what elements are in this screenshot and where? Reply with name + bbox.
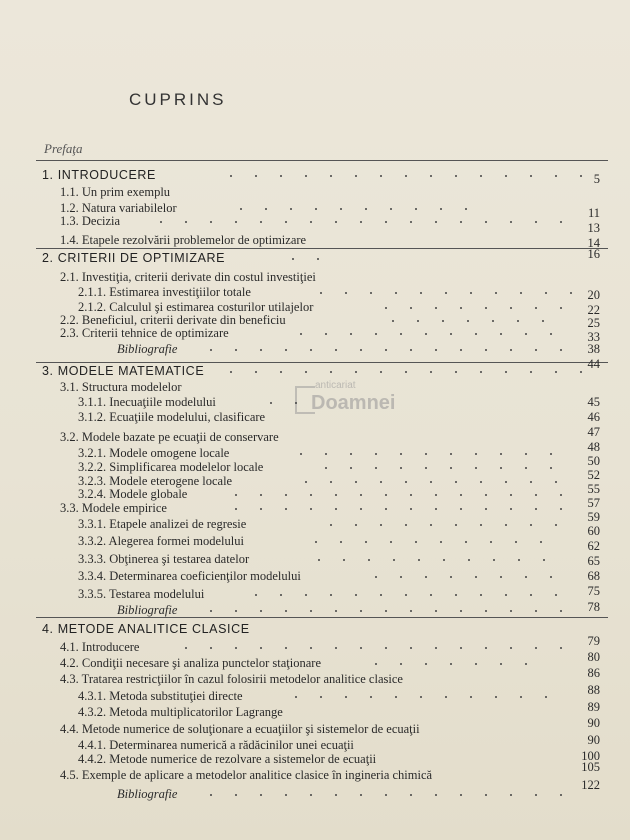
toc-entry-title: 3.1. Structura modelelor — [60, 380, 182, 394]
toc-entry-title: 4.3. Tratarea restricţiilor în cazul folosirii metodelor analitice clasice — [60, 672, 403, 686]
toc-entry-title: 2.1. Investiţia, criterii derivate din costul investiţiei — [60, 270, 316, 284]
toc-entry-title: 4.4. Metode numerice de soluţionare a ecuaţiilor şi sistemelor de ecuaţii — [60, 722, 420, 736]
toc-page-line — [0, 357, 630, 372]
toc-entry-title: 3.2.4. Modele globale — [78, 487, 188, 501]
dot-leader — [460, 794, 462, 796]
toc-page-number: 60 — [587, 524, 600, 538]
toc-entry-title: 3.3. Modele empirice — [60, 501, 167, 515]
dot-leader — [510, 794, 512, 796]
preface-entry: Prefaţa — [44, 141, 83, 156]
toc-page-line — [0, 554, 630, 569]
toc-page-line — [0, 683, 630, 698]
toc-entry-title: 3.2.2. Simplificarea modelelor locale — [78, 460, 264, 474]
toc-entry-title: 4.4.2. Metode numerice de rezolvare a sistemelor de ecuaţii — [78, 752, 377, 766]
toc-page-number: 79 — [587, 634, 600, 648]
toc-page-number: 100 — [581, 749, 600, 763]
toc-entry-title: 3.1.2. Ecuaţiile modelului, clasificare — [78, 410, 266, 424]
toc-page-number: 52 — [587, 468, 600, 482]
toc-page-number: 48 — [587, 440, 600, 454]
toc-entry-title: 2.2. Beneficiul, criterii derivate din beneficiu — [60, 313, 286, 327]
toc-entry-title: 3.1.1. Inecuaţiile modelului — [78, 395, 216, 409]
toc-entry-title: 1.3. Decizia — [60, 214, 121, 228]
toc-entry-title: 3.3.2. Alegerea formei modelului — [78, 534, 244, 548]
dot-leader — [535, 794, 537, 796]
toc-entry-title: 4.3.2. Metoda multiplicatorilor Lagrange — [78, 705, 283, 719]
toc-page-number: 75 — [587, 584, 600, 598]
toc-page-number: 90 — [587, 716, 600, 730]
toc-page-number: 38 — [587, 342, 600, 356]
toc-page-number: 68 — [587, 569, 600, 583]
toc-entry-title: Bibliografie — [117, 603, 178, 617]
toc-page-number: 80 — [587, 650, 600, 664]
dot-leader — [385, 794, 387, 796]
toc-entry-title: 3.2.1. Modele omogene locale — [78, 446, 230, 460]
toc-page-number: 86 — [587, 666, 600, 680]
toc-page-number: 5 — [593, 172, 600, 186]
toc-page-number: 65 — [587, 554, 600, 568]
toc-entry-title: 3.3.1. Etapele analizei de regresie — [78, 517, 247, 531]
dot-leader — [260, 794, 262, 796]
toc-page-number: 88 — [587, 683, 600, 697]
toc-entry — [0, 185, 630, 200]
toc-entry-title: 3.3.5. Testarea modelului — [78, 587, 205, 601]
toc-entry-title: 3.2.3. Modele eterogene locale — [78, 474, 233, 488]
toc-entry-title: 1. INTRODUCERE — [42, 168, 156, 182]
dot-leader — [410, 794, 412, 796]
toc-page-line — [0, 666, 630, 681]
toc-entry-title: Bibliografie — [117, 787, 178, 801]
toc-page-number: 105 — [581, 760, 600, 774]
toc-entry-title: 3.2. Modele bazate pe ecuaţii de conservare — [60, 430, 279, 444]
toc-page-line — [0, 600, 630, 615]
toc-entry-title: 2.3. Criterii tehnice de optimizare — [60, 326, 229, 340]
toc-page-number: 45 — [587, 395, 600, 409]
toc-page-number: 16 — [587, 247, 600, 261]
toc-entry-title: 3.3.3. Obţinerea şi testarea datelor — [78, 552, 250, 566]
toc-entry — [0, 380, 630, 395]
toc-page-line — [0, 584, 630, 599]
toc-entry-title: 2.1.1. Estimarea investiţiilor totale — [78, 285, 251, 299]
toc-page-line — [0, 778, 630, 793]
toc-page-number: 57 — [587, 496, 600, 510]
toc-page-line — [0, 760, 630, 775]
toc-entry-title: 4.4.1. Determinarea numerică a rădăcinilor unei ecuaţii — [78, 738, 354, 752]
dot-leader — [435, 794, 437, 796]
toc-page-line — [0, 634, 630, 649]
toc-page-number: 46 — [587, 410, 600, 424]
toc-page-number: 122 — [581, 778, 600, 792]
toc-entry-title: 3.3.4. Determinarea coeficienţilor modelului — [78, 569, 301, 583]
toc-entry-title: 4.2. Condiţii necesare şi analiza punctelor staţionare — [60, 656, 322, 670]
toc-entry — [0, 270, 630, 285]
toc-page-line — [0, 569, 630, 584]
toc-page-number: 44 — [587, 357, 600, 371]
toc-page-number: 90 — [587, 733, 600, 747]
toc-entry-title: 4.3.1. Metoda substituţiei directe — [78, 689, 243, 703]
toc-page-line — [0, 700, 630, 715]
toc-page-number: 78 — [587, 600, 600, 614]
toc-page-number: 55 — [587, 482, 600, 496]
toc-entry-title: 1.2. Natura variabilelor — [60, 201, 177, 215]
dot-leader — [285, 794, 287, 796]
toc-page-line — [0, 247, 630, 262]
dot-leader — [310, 794, 312, 796]
toc-page-number: 89 — [587, 700, 600, 714]
dot-leader — [335, 794, 337, 796]
toc-entry-title: Bibliografie — [117, 342, 178, 356]
page-title: CUPRINS — [129, 90, 227, 109]
toc-page-number: 20 — [587, 288, 600, 302]
toc-page-line — [0, 410, 630, 425]
toc-page-number: 14 — [587, 236, 600, 250]
dot-leader — [360, 794, 362, 796]
toc-entry-title: 4.1. Introducere — [60, 640, 140, 654]
dot-leader — [485, 794, 487, 796]
toc-page-line — [0, 342, 630, 357]
toc-page-number: 59 — [587, 510, 600, 524]
dot-leader — [210, 794, 212, 796]
toc-page-number: 25 — [587, 316, 600, 330]
toc-page-line — [0, 395, 630, 410]
toc-page-line — [0, 650, 630, 665]
toc-page-number: 13 — [587, 221, 600, 235]
toc-entry-title: 2.1.2. Calculul şi estimarea costurilor utilajelor — [78, 300, 314, 314]
toc-page-number: 11 — [587, 206, 600, 220]
toc-entry-title: 4.5. Exemple de aplicare a metodelor analitice clasice în ingineria chimică — [60, 768, 433, 782]
toc-page-line — [0, 716, 630, 731]
toc-page-line — [0, 733, 630, 748]
dot-leader — [235, 794, 237, 796]
watermark-logo: anticariat Doamnei — [295, 380, 381, 432]
toc-page-number: 33 — [587, 330, 600, 344]
dot-leader — [560, 794, 562, 796]
toc-entry-title: 2. CRITERII DE OPTIMIZARE — [42, 251, 226, 265]
toc-entry-title: 4. METODE ANALITICE CLASICE — [42, 622, 250, 636]
rule-preface — [36, 160, 608, 161]
toc-entry-title: 1.1. Un prim exemplu — [60, 185, 171, 199]
toc-entry-title: 1.4. Etapele rezolvării problemelor de optimizare — [60, 233, 307, 247]
toc-page-number: 50 — [587, 454, 600, 468]
toc-page-number: 47 — [587, 425, 600, 439]
toc-entry-title: 3. MODELE MATEMATICE — [42, 364, 205, 378]
toc-page-number: 62 — [587, 539, 600, 553]
toc-page-number: 22 — [587, 303, 600, 317]
